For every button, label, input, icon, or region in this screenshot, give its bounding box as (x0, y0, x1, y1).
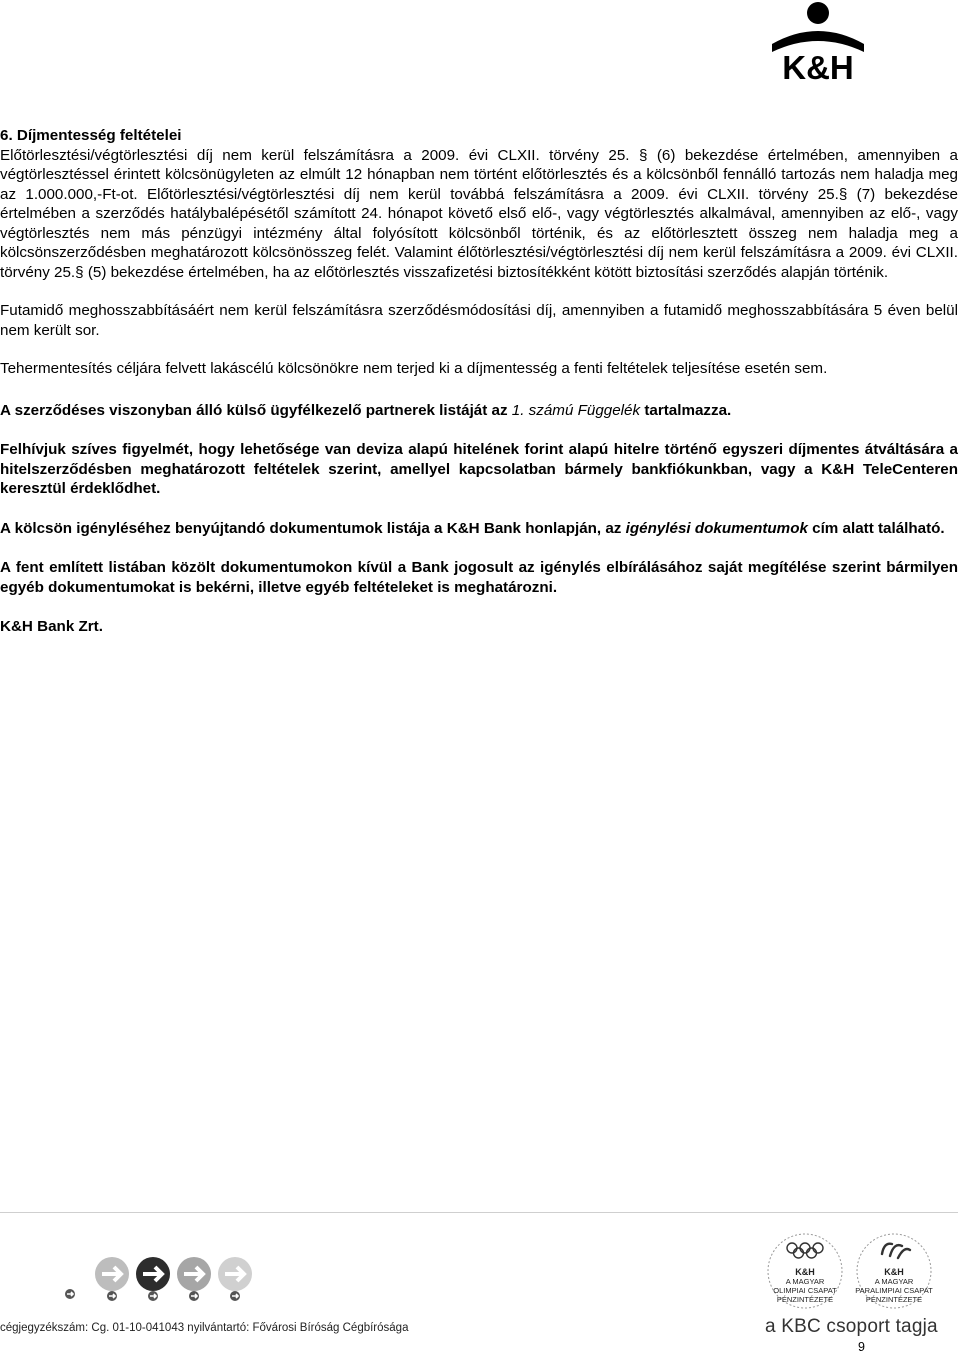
arrow-circles-graphic (60, 1250, 260, 1304)
signature: K&H Bank Zrt. (0, 618, 103, 635)
logo-text: K&H (782, 49, 854, 82)
paragraph-fee-conditions: Előtörlesztési/végtörlesztési díj nem kerül felszámításra a 2009. évi CLXII. törvény 25. § (6) bekezdése értelmében, amennyiben a végtörlesztéssel érintett kölcsönügyleten az elmúlt 12 hónapban nem történt előtörlesztés és a kölcsönből fennálló tartozás nem haladja meg az 1.000.000,-Ft-ot. Előtörlesztési/végtörlesztési díj nem kerül továbbá felszámításra a 2009. évi CLXII. törvény 25.§ (7) bekezdése értelmében a szerződés hatálybalépésétől számított 24. hónapot követő első elő-, vagy végtörlesztés alkalmával, amennyiben az elő-, vagy végtörlesztés nem más pénzügyi intézmény által folyósított kölcsönből történik, és az előtörlesztett összeg nem haladja meg a kölcsönszerződésben meghatározott kölcsönösszeg felét. Valamint élőtörlesztési/végtörlesztési díj nem kerül felszámításra a 2009. évi CLXII. törvény 25.§ (5) bekezdése értelmében, ha az előtörlesztés visszafizetési biztosítékként kötött biztosítási szerződés alapján történik. (0, 146, 959, 281)
paragraph-debt-relief: Tehermentesítés céljára felvett lakáscélú kölcsönökre nem terjed ki a díjmentesség a fenti feltételek teljesítése esetén sem. (0, 360, 828, 377)
olympic-rings-icon (787, 1243, 823, 1258)
paralympic-seal-text: K&H A MAGYAR PARALIMPIAI CSAPAT PÉNZINTÉZETE (855, 1267, 933, 1304)
footer-divider (0, 1212, 958, 1213)
document-body (0, 126, 958, 637)
paragraph-term-extension: Futamidő meghosszabbításáért nem kerül felszámításra szerződésmódosítási díj, amennyiben a futamidő meghosszabbítására 5 éven belül nem került sor. (0, 302, 958, 339)
paragraph-additional-docs: A fent említett listában közölt dokumentumokon kívül a Bank jogosult az igénylés elbírálásához saját megítélése szerint bármilyen egyéb dokumentumokat is bekérni, illetve egyéb feltételeket is meghatározni. (0, 559, 958, 596)
logo-figure-head (807, 2, 829, 24)
paralympic-agitos-icon (882, 1244, 910, 1258)
paragraph-partners: A szerződéses viszonyban álló külső ügyfélkezelő partnerek listáját az 1. számú Függelék tartalmazza. (0, 401, 732, 419)
paragraph-conversion: Felhívjuk szíves figyelmét, hogy lehetősége van deviza alapú hitelének forint alapú hitelre történő egyszeri díjmentes átváltására a hitelszerződésben meghatározott feltételek szerint, amellyel kapcsolatban bármely bankfiókunkban, vagy a K&H TeleCenteren keresztül érdeklődhet. (0, 441, 958, 497)
olympic-seal-text: K&H A MAGYAR OLIMPIAI CSAPAT PÉNZINTÉZETE (773, 1267, 837, 1304)
kh-logo (764, 0, 872, 82)
section-heading: 6. Díjmentesség feltételei (0, 127, 182, 144)
page-number: 9 (858, 1340, 865, 1354)
paragraph-documents: A kölcsön igényléséhez benyújtandó dokumentumok listája a K&H Bank honlapján, az igénylési dokumentumok cím alatt található. (0, 519, 945, 537)
kbc-tagline: a KBC csoport tagja (765, 1316, 938, 1337)
company-registry: cégjegyzékszám: Cg. 01-10-041043 nyilvántartó: Fővárosi Bíróság Cégbírósága (0, 1322, 409, 1334)
